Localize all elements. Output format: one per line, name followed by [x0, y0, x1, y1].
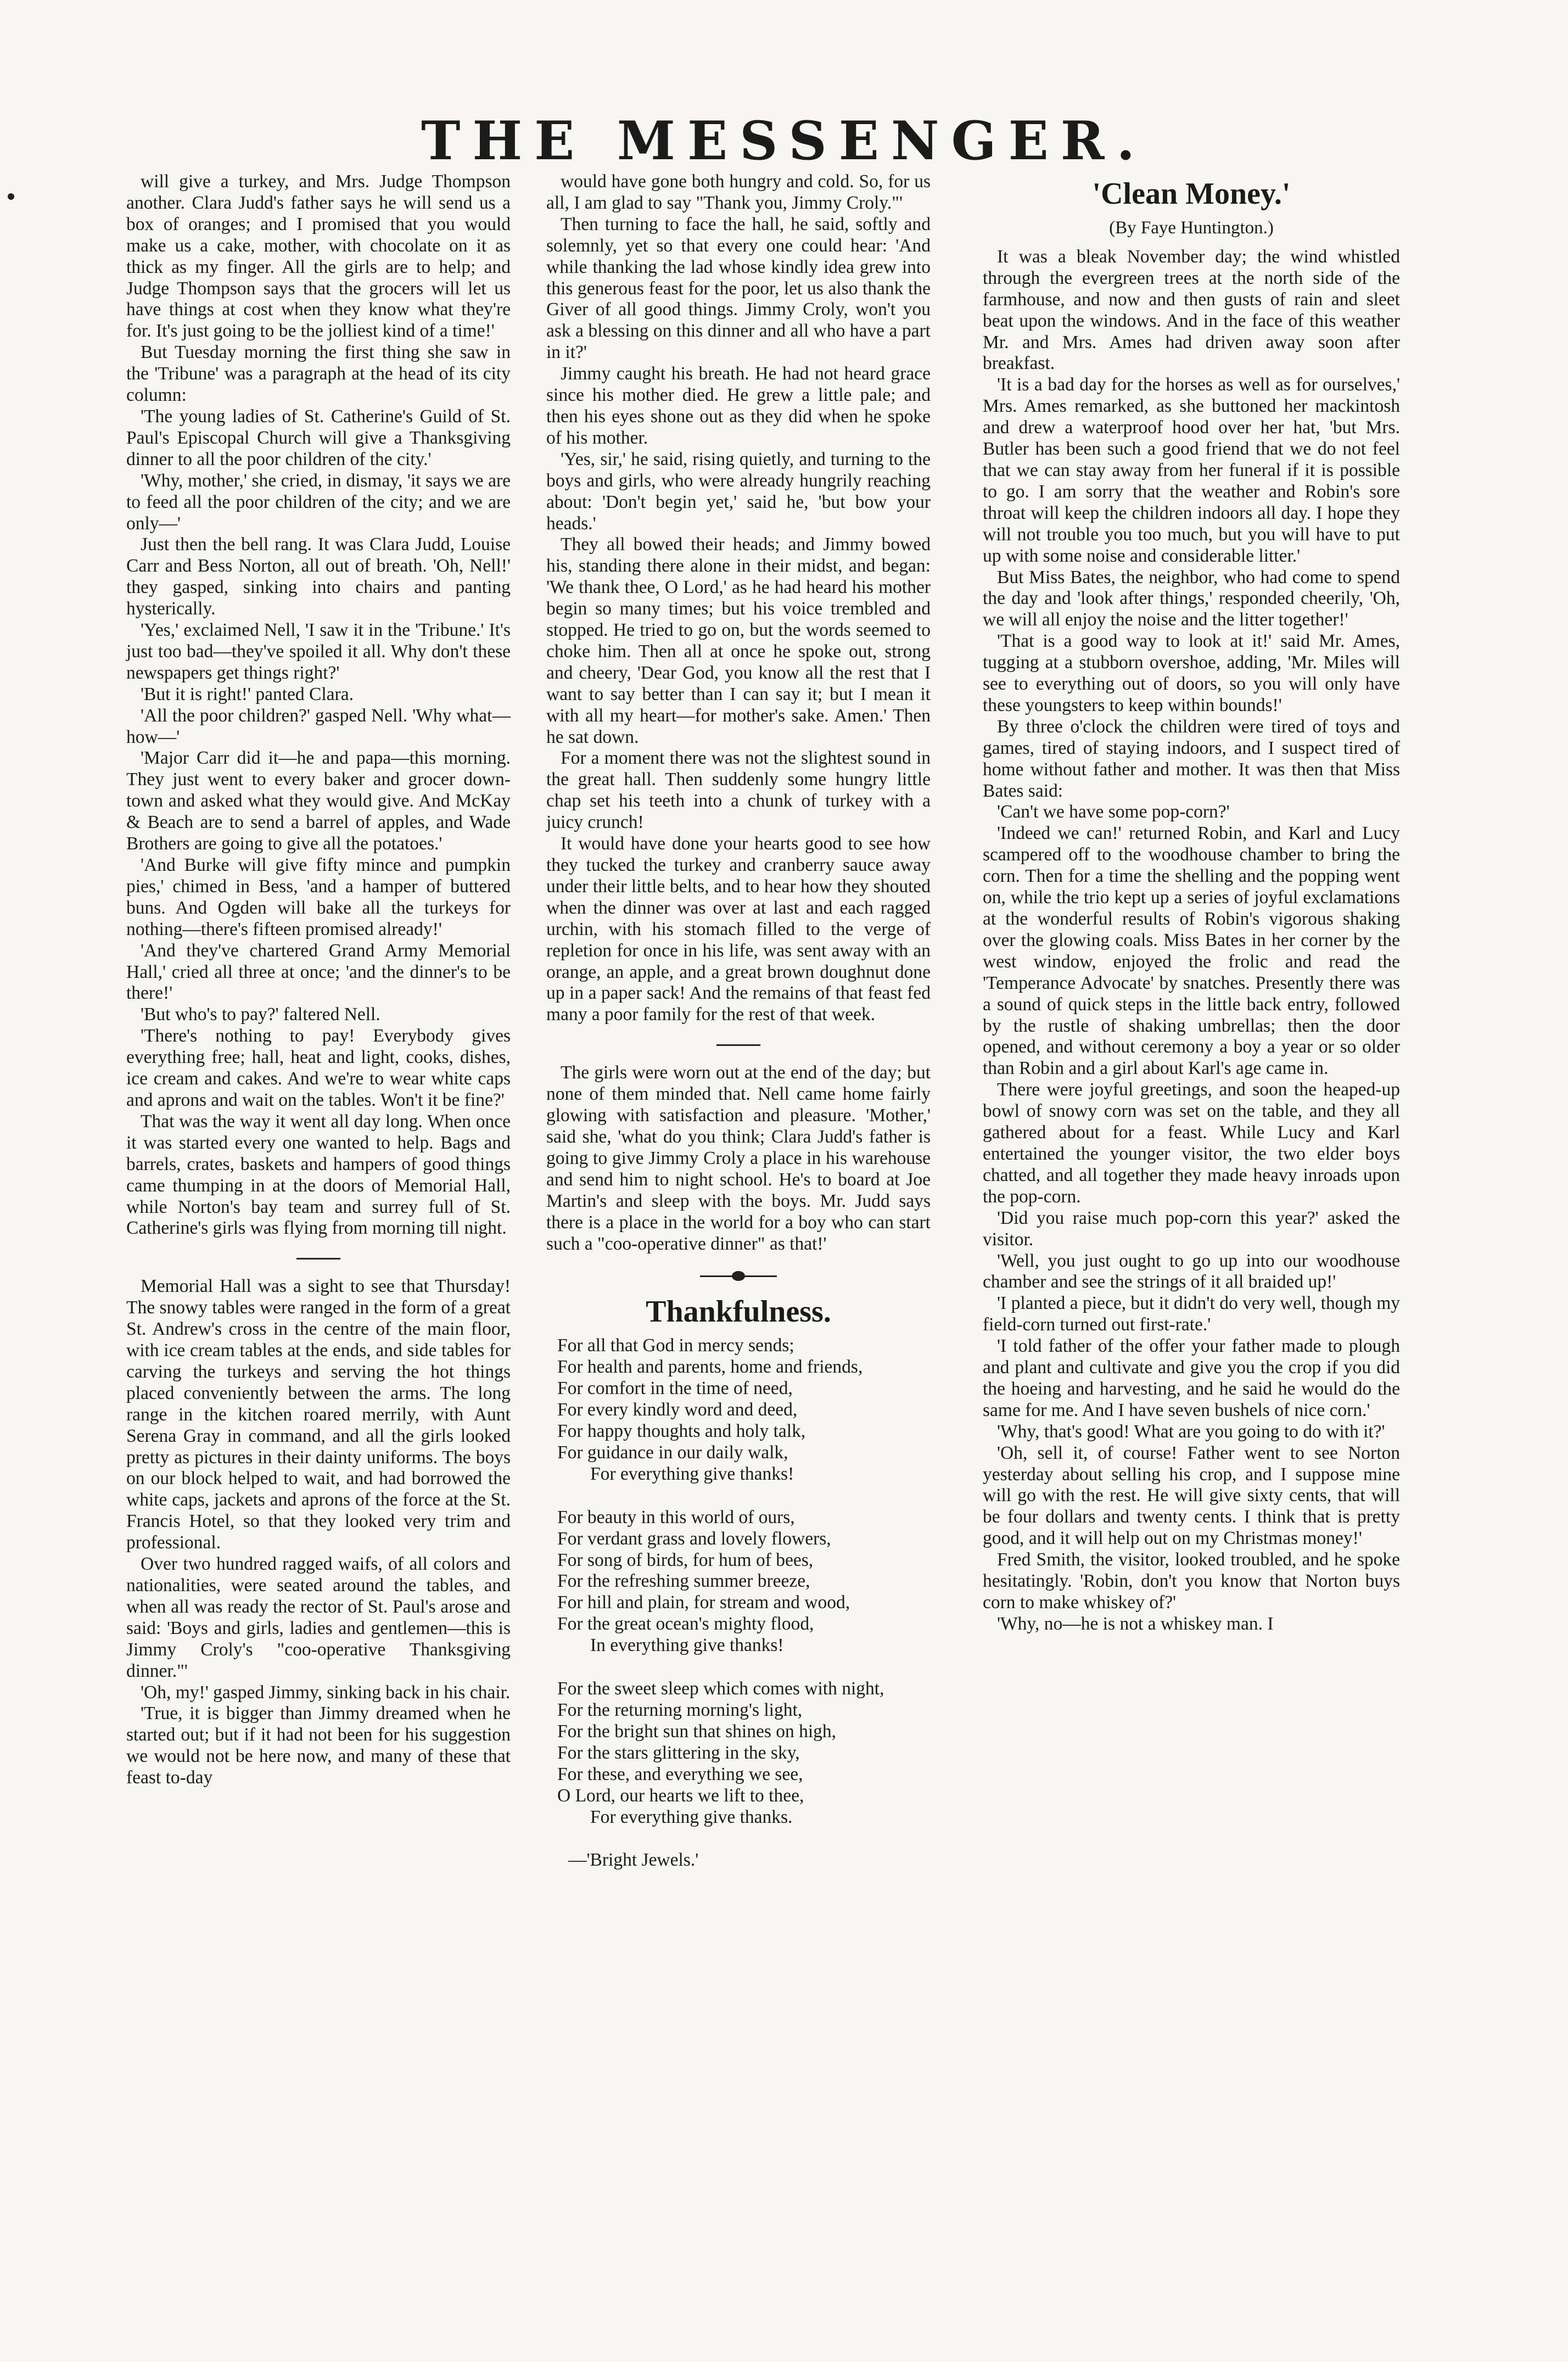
paragraph: They all bowed their heads; and Jimmy bowed his, standing there alone in their midst, and began: 'We thank thee, O Lord,' as he had heard his mother begin so many times; but his voice trembled and stopped. He tried to go on, but the words seemed to choke him. Then all at once he spoke out, strong and cheery, 'Dear God, you know all the rest that I want to say better than I can say it; but I mean it with all my heart—for mother's sake. Amen.' Then he sat down.: [546, 534, 931, 747]
paragraph: 'But who's to pay?' faltered Nell.: [141, 1004, 380, 1025]
paragraph: Jimmy caught his breath. He had not heard grace since his mother died. He grew a little pale; and then his eyes shone out as they did when he spoke of his mother.: [546, 363, 931, 448]
poem-line: For hill and plain, for stream and wood,: [557, 1592, 850, 1613]
paragraph: 'Oh, sell it, of course! Father went to see Norton yesterday about selling his crop, and I suppose mine will go with the rest. He will give sixty cents, that will be four dollars and twenty cents. I think that is pretty good, and it will help out on my Christmas money!': [983, 1442, 1400, 1549]
paragraph: 'Why, mother,' she cried, in dismay, 'it says we are to feed all the poor children of the city; and we are only—': [126, 470, 511, 534]
paragraph: 'Oh, my!' gasped Jimmy, sinking back in his chair.: [141, 1682, 511, 1703]
ornamental-divider: [700, 1275, 777, 1277]
poem-line: For the refreshing summer breeze,: [557, 1571, 810, 1592]
column-2: [546, 171, 931, 1871]
poem-line: For every kindly word and deed,: [557, 1400, 798, 1420]
paragraph: 'But it is right!' panted Clara.: [141, 684, 354, 704]
paragraph: Over two hundred ragged waifs, of all colors and nationalities, were seated around the tables, and when all was ready the rector of St. Paul's arose and said: 'Boys and girls, ladies and gentlemen—this is Jimmy Croly's "coo-operative Thanksgiving dinner."': [126, 1554, 511, 1681]
paragraph: Memorial Hall was a sight to see that Thursday! The snowy tables were ranged in the form of a great St. Andrew's cross in the centre of the main floor, with ice cream tables at the ends, and side tables for carving the turkeys and serving the hot things placed conveniently between the arms. The long range in the kitchen roared merrily, with Aunt Serena Gray in command, and all the girls looked pretty as pictures in their dainty uniforms. The boys on our block helped to wait, and had borrowed the white caps, jackets and aprons of the force at the St. Francis Hotel, so that they looked very trim and professional.: [126, 1276, 511, 1553]
paragraph: Just then the bell rang. It was Clara Judd, Louise Carr and Bess Norton, all out of breath. 'Oh, Nell!' they gasped, sinking into chairs and panting hysterically.: [126, 534, 511, 619]
paragraph: would have gone both hungry and cold. So, for us all, I am glad to say "Thank you, Jimmy Croly."': [546, 171, 931, 213]
paragraph: By three o'clock the children were tired of toys and games, tired of staying indoors, and I suspect tired of home without father and mother. It was then that Miss Bates said:: [983, 716, 1400, 801]
paragraph: It was a bleak November day; the wind whistled through the evergreen trees at the north side of the farmhouse, and now and then gusts of rain and sleet beat upon the windows. And in the face of this weather Mr. and Mrs. Ames had driven away soon after breakfast.: [983, 246, 1400, 374]
poem-line: For the returning morning's light,: [557, 1700, 803, 1720]
paragraph: 'Can't we have some pop-corn?': [997, 802, 1230, 822]
paragraph: For a moment there was not the slightest sound in the great hall. Then suddenly some hungry little chap set his teeth into a chunk of turkey with a juicy crunch!: [546, 748, 931, 833]
margin-dot: [8, 193, 14, 200]
paragraph: 'I planted a piece, but it didn't do very well, though my field-corn turned out first-rate.': [983, 1293, 1400, 1335]
column-1: [126, 171, 511, 1789]
paragraph: 'There's nothing to pay! Everybody gives everything free; hall, heat and light, cooks, dishes, ice cream and cakes. And we're to wear white caps and aprons and wait on the tables. Won't it be fine?': [126, 1026, 511, 1110]
poem-line: For the stars glittering in the sky,: [557, 1742, 800, 1763]
article-body: [983, 247, 1400, 1635]
poem-stanza: [546, 1507, 931, 1656]
poem-line: For beauty in this world of ours,: [557, 1507, 795, 1527]
poem-refrain: For everything give thanks.: [590, 1806, 793, 1827]
paragraph: 'Why, that's good! What are you going to do with it?': [997, 1421, 1385, 1442]
paragraph: 'All the poor children?' gasped Nell. 'Why what—how—': [126, 705, 511, 747]
paragraph: 'Major Carr did it—he and papa—this morning. They just went to every baker and grocer down-town and asked what they would give. And McKay & Beach are to send a barrel of apples, and Wade Brothers are going to give all the potatoes.': [126, 748, 511, 854]
article-title: 'Clean Money.': [1092, 177, 1291, 211]
article-continuation: [126, 171, 511, 1239]
poem-line: For verdant grass and lovely flowers,: [557, 1528, 831, 1549]
masthead: THE MESSENGER.: [421, 110, 1147, 172]
paragraph: 'It is a bad day for the horses as well as for ourselves,' Mrs. Ames remarked, as she buttoned her mackintosh and drew a waterproof hood over her hat, 'but Mrs. Butler has been such a good friend that we do not feel that we can stay away from her funeral if it is possible to go. I am sorry that the weather and Robin's sore throat will keep the children indoors all day. I hope they will not trouble you too much, but you will have to put up with some noise and considerable litter.': [983, 374, 1400, 566]
poem-line: For the sweet sleep which comes with night,: [557, 1678, 884, 1699]
section-divider: [716, 1044, 760, 1046]
poem-title: Thankfulness.: [646, 1295, 831, 1329]
poem-line: For these, and everything we see,: [557, 1764, 803, 1784]
paragraph: There were joyful greetings, and soon the heaped-up bowl of snowy corn was set on the table, and they all gathered about for a feast. While Lucy and Karl entertained the younger visitor, the two elder boys chatted, and all together they made heavy inroads upon the pop-corn.: [983, 1079, 1400, 1207]
poem-line: For health and parents, home and friends,: [557, 1357, 863, 1378]
section-divider: [296, 1258, 340, 1260]
paragraph: 'The young ladies of St. Catherine's Guild of St. Paul's Episcopal Church will give a Thanksgiving dinner to all the poor children of the city.': [126, 406, 511, 469]
paragraph: will give a turkey, and Mrs. Judge Thompson another. Clara Judd's father says he will send us a box of oranges; and I promised that you would make us a cake, mother, with chocolate on it as thick as my finger. All the girls are to help; and Judge Thompson says that the grocers will let us have things at cost when they know what they're for. It's just going to be the jolliest kind of a time!': [126, 171, 511, 342]
paragraph: 'Yes,' exclaimed Nell, 'I saw it in the 'Tribune.' It's just too bad—they've spoiled it all. Why don't these newspapers get things right?': [126, 620, 511, 683]
poem-refrain: For everything give thanks!: [590, 1463, 794, 1484]
poem-line: For song of birds, for hum of bees,: [557, 1549, 814, 1570]
poem-line: O Lord, our hearts we lift to thee,: [557, 1785, 804, 1806]
poem-credit: —'Bright Jewels.': [568, 1850, 699, 1871]
paragraph: 'Why, no—he is not a whiskey man. I: [997, 1613, 1274, 1634]
paragraph: It would have done your hearts good to see how they tucked the turkey and cranberry sauce away under their little belts, and to hear how they shouted when the dinner was over at last and each ragged urchin, with his stomach filled to the verge of repletion for once in his life, was sent away with an orange, an apple, and a great brown doughnut done up in a paper sack! And the remains of that feast fed many a poor family for the rest of that week.: [546, 833, 931, 1025]
poem-line: For the great ocean's mighty flood,: [557, 1614, 814, 1635]
paragraph: 'That is a good way to look at it!' said Mr. Ames, tugging at a stubborn overshoe, adding, 'Mr. Miles will see to everything out of doors, so you will only have these youngsters to keep within bounds!': [983, 631, 1400, 715]
paragraph: That was the way it went all day long. When once it was started every one wanted to help. Bags and barrels, crates, baskets and hampers of good things came thumping in at the doors of Memorial Hall, while Norton's bay team and surrey full of St. Catherine's girls was flying from morning till night.: [126, 1111, 511, 1239]
poem-line: For the bright sun that shines on high,: [557, 1721, 837, 1742]
poem-line: For all that God in mercy sends;: [557, 1335, 794, 1356]
paragraph: 'Did you raise much pop-corn this year?' asked the visitor.: [983, 1207, 1400, 1250]
paragraph: 'And they've chartered Grand Army Memorial Hall,' cried all three at once; 'and the dinner's to be there!': [126, 940, 511, 1004]
paragraph: Fred Smith, the visitor, looked troubled, and he spoke hesitatingly. 'Robin, don't you know that Norton buys corn to make whiskey of?': [983, 1549, 1400, 1613]
poem-line: For comfort in the time of need,: [557, 1378, 793, 1399]
article-epilogue: [546, 1062, 931, 1255]
poem-line: For happy thoughts and holy talk,: [557, 1421, 806, 1442]
poem-stanza: [546, 1678, 931, 1828]
poem: [546, 1335, 931, 1828]
article-continuation-part-2: [126, 1276, 511, 1789]
paragraph: 'And Burke will give fifty mince and pumpkin pies,' chimed in Bess, 'and a hamper of buttered buns. And Ogden will bake all the turkeys for nothing—there's fifteen promised already!': [126, 855, 511, 939]
paragraph: Then turning to face the hall, he said, softly and solemnly, yet so that every one could hear: 'And while thanking the lad whose kindly idea grew into this generous feast for the poor, let us also thank the Giver of all good things. Jimmy Croly, won't you ask a blessing on this dinner and all who have a part in it?': [546, 214, 931, 363]
paragraph: But Miss Bates, the neighbor, who had come to spend the day and 'look after things,' responded cheerily, 'Oh, we will all enjoy the noise and the litter together!': [983, 567, 1400, 630]
paragraph: 'Yes, sir,' he said, rising quietly, and turning to the boys and girls, who were already hungrily reaching about: 'Don't begin yet,' said he, 'but bow your heads.': [546, 449, 931, 534]
paragraph: 'Indeed we can!' returned Robin, and Karl and Lucy scampered off to the woodhouse chamber to bring the corn. Then for a time the shelling and the popping went on, while the trio kept up a series of joyful exclamations at the wonderful results of Robin's vigorous shaking over the glowing coals. Miss Bates in her corner by the west window, enjoyed the frolic and read the 'Temperance Advocate' by snatches. Presently there was a sound of quick steps in the little back entry, followed by the rustle of shaking umbrellas; then the door opened, and without ceremony a boy a year or so older than Robin and a girl about Karl's age came in.: [983, 823, 1400, 1079]
paragraph: 'True, it is bigger than Jimmy dreamed when he started out; but if it had not been for his suggestion we would not be here now, and many of these that feast to-day: [126, 1703, 511, 1788]
paragraph: The girls were worn out at the end of the day; but none of them minded that. Nell came home fairly glowing with satisfaction and pleasure. 'Mother,' said she, 'what do you think; Clara Judd's father is going to give Jimmy Croly a place in his warehouse and send him to night school. He's to board at Joe Martin's and sleep with the boys. Mr. Judd says there is a place in the world for a boy who can start such a "coo-operative dinner" as that!': [546, 1062, 931, 1254]
article-byline: (By Faye Huntington.): [1109, 218, 1274, 238]
article-continuation: [546, 171, 931, 1026]
poem-stanza: [546, 1335, 931, 1485]
poem-refrain: In everything give thanks!: [590, 1635, 784, 1656]
paragraph: 'Well, you just ought to go up into our woodhouse chamber and see the strings of it all braided up!': [983, 1250, 1400, 1292]
poem-line: For guidance in our daily walk,: [557, 1442, 788, 1463]
paragraph: But Tuesday morning the first thing she saw in the 'Tribune' was a paragraph at the head of its city column:: [126, 342, 511, 406]
column-3: [983, 171, 1400, 1635]
paragraph: 'I told father of the offer your father made to plough and plant and cultivate and give you the crop if you did the hoeing and harvesting, and he said he would do the same for me. And I have seven bushels of nice corn.': [983, 1336, 1400, 1420]
